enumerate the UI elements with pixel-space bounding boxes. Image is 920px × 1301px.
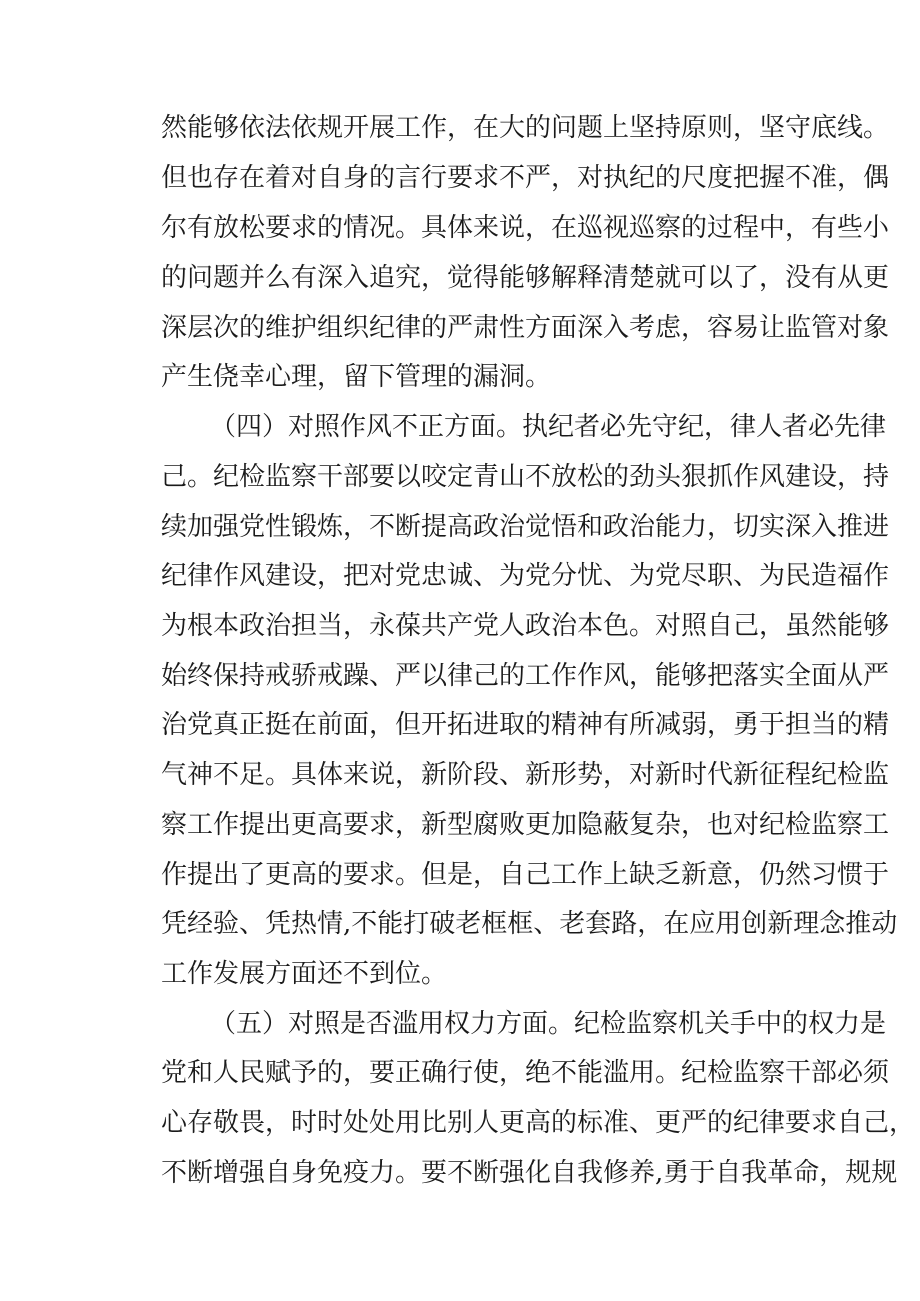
text-line: 续加强党性锻炼，不断提高政治觉悟和政治能力，切实深入推进: [161, 512, 890, 542]
text-line: 凭经验、凭热情,不能打破老框框、老套路，在应用创新理念推动: [161, 909, 898, 939]
paragraph-end-line: 产生侥幸心理，留下管理的漏洞。: [161, 362, 552, 392]
text-line: 深层次的维护组织纪律的严肃性方面深入考虑，容易让监管对象: [161, 313, 890, 343]
text-line: 心存敬畏，时时处处用比别人更高的标准、更严的纪律要求自己，: [161, 1108, 916, 1138]
text-line: 作提出了更高的要求。但是，自己工作上缺乏新意，仍然习惯于: [161, 860, 890, 890]
text-line: 气神不足。具体来说，新阶段、新形势，对新时代新征程纪检监: [161, 760, 890, 790]
text-line: 察工作提出更高要求，新型腐败更加隐蔽复杂，也对纪检监察工: [161, 810, 890, 840]
text-line: 不断增强自身免疫力。要不断强化自我修养,勇于自我革命，规规: [161, 1158, 898, 1188]
section-heading-line: （四）对照作风不正方面。执纪者必先守纪，律人者必先律: [210, 412, 887, 442]
text-line: 尔有放松要求的情况。具体来说，在巡视巡察的过程中，有些小: [161, 213, 890, 243]
text-line: 但也存在着对自身的言行要求不严，对执纪的尺度把握不准，偶: [161, 163, 890, 193]
text-line: 治党真正挺在前面，但开拓进取的精神有所减弱，勇于担当的精: [161, 710, 890, 740]
text-line: 始终保持戒骄戒躁、严以律己的工作作风，能够把落实全面从严: [161, 661, 890, 691]
text-line: 然能够依法依规开展工作，在大的问题上坚持原则，坚守底线。: [161, 113, 890, 143]
text-line: 的问题并么有深入追究，觉得能够解释清楚就可以了，没有从更: [161, 263, 890, 293]
section-heading-line: （五）对照是否滥用权力方面。纪检监察机关手中的权力是: [210, 1009, 887, 1039]
paragraph-end-line: 工作发展方面还不到位。: [161, 959, 448, 989]
text-line: 纪律作风建设，把对党忠诚、为党分忧、为党尽职、为民造福作: [161, 561, 890, 591]
text-line: 为根本政治担当，永葆共产党人政治本色。对照自己，虽然能够: [161, 611, 890, 641]
text-line: 党和人民赋予的，要正确行使，绝不能滥用。纪检监察干部必须: [161, 1058, 890, 1088]
text-line: 己。纪检监察干部要以咬定青山不放松的劲头狠抓作风建设，持: [161, 462, 890, 492]
